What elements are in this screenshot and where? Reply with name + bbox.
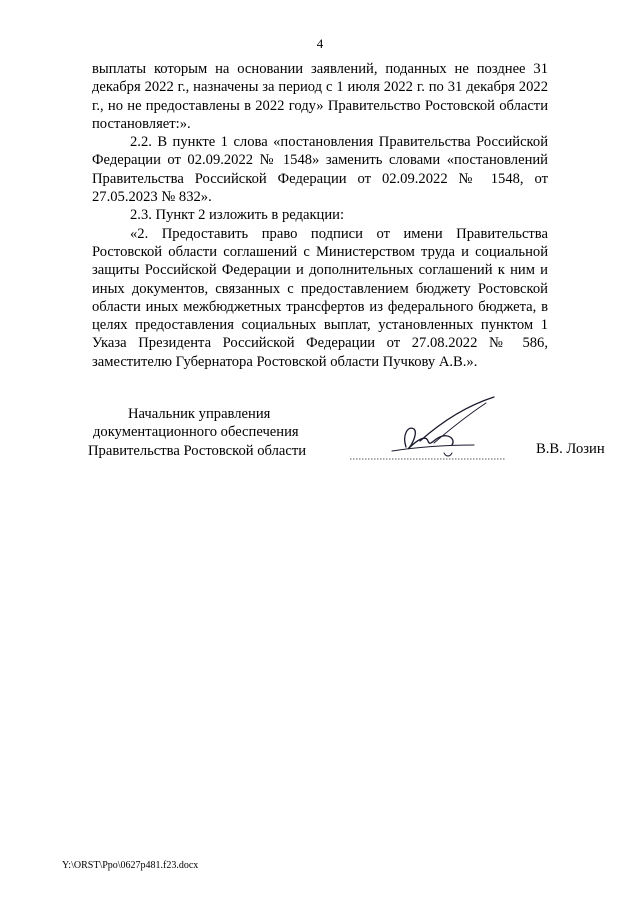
handwritten-signature bbox=[348, 395, 508, 470]
signatory-title-line1: Начальник управления bbox=[128, 406, 271, 422]
file-path-footer: Y:\ORST\Ppo\0627p481.f23.docx bbox=[62, 860, 199, 871]
signature-block bbox=[0, 395, 640, 475]
paragraph-2-2: 2.2. В пункте 1 слова «постановления Правительства Российской Федерации от 02.09.2022 № 1548» заменить словами «постановлений Правительства Российской Федерации от 02.09.2022 № 1548, от 27.05.2023 № 832». bbox=[92, 134, 548, 206]
paragraph-quote-2: «2. Предоставить право подписи от имени Правительства Ростовской области соглашений с Министерством труда и социальной защиты Российской Федерации и дополнительных соглашений к ним и иных документов, связанных с предоставлением бюджету Ростовской области иных межбюджетных трансфертов из федерального бюджета, в целях предоставления социальных выплат, установленных пунктом 1 Указа Президента Российской Федерации от 27.08.2022 № 586, заместителю Губернатора Ростовской области Пучкову А.В.». bbox=[92, 225, 548, 370]
document-body bbox=[92, 60, 548, 371]
signatory-title bbox=[88, 405, 328, 460]
signatory-name: В.В. Лозин bbox=[536, 441, 605, 457]
signatory-title-line2: документационного обеспечения bbox=[93, 424, 299, 441]
page-number: 4 bbox=[316, 36, 324, 51]
signatory-title-line3: Правительства Ростовской области bbox=[88, 442, 307, 459]
paragraph-2-3: 2.3. Пункт 2 изложить в редакции: bbox=[130, 207, 345, 224]
paragraph-continuation: выплаты которым на основании заявлений, поданных не позднее 31 декабря 2022 г., назначены за период с 1 июля 2022 г. по 31 декабря 2022 г., но не предоставлены в 2022 году» Правительство Ростовской области постановляет:». bbox=[92, 61, 548, 132]
